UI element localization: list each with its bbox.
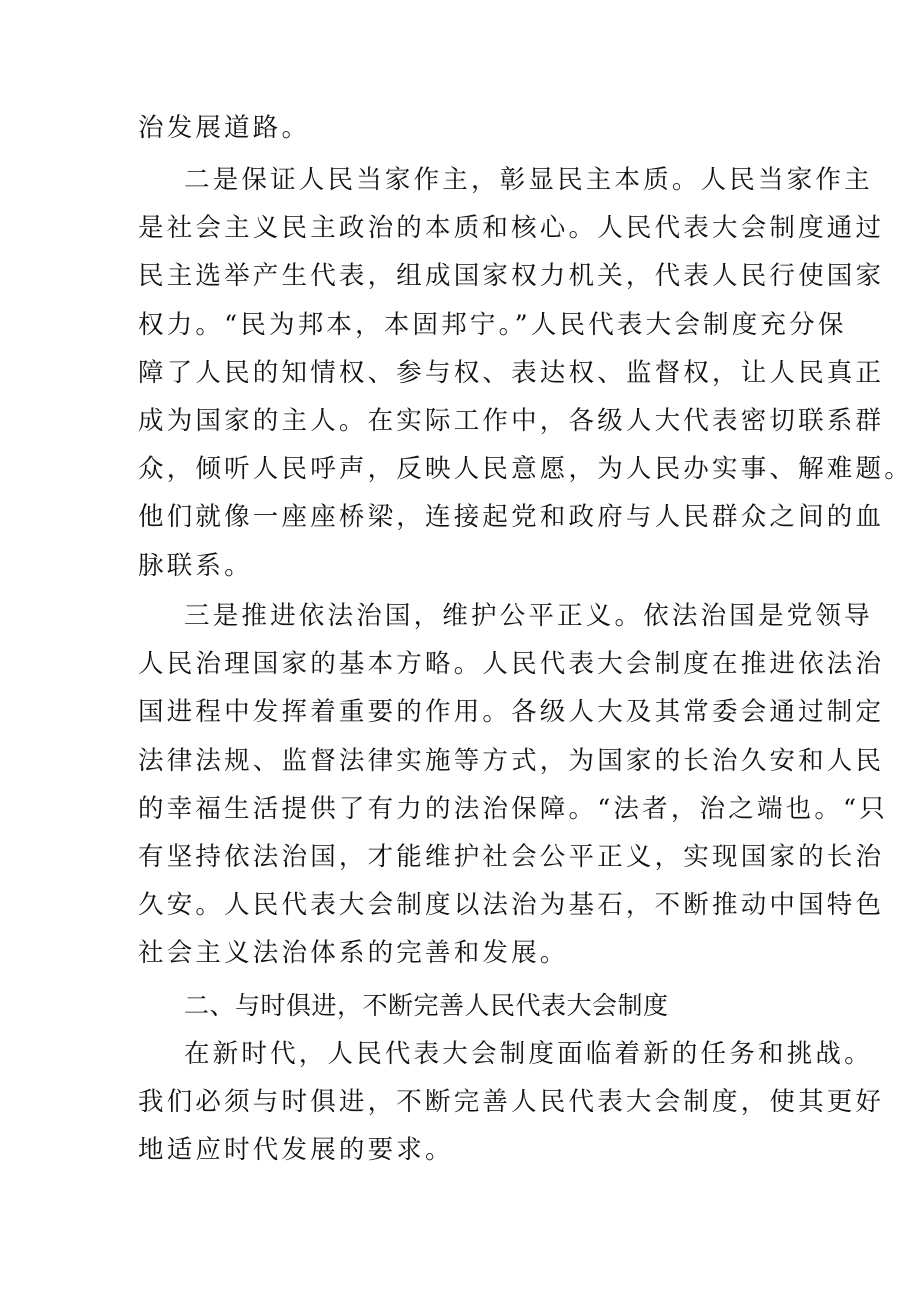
text-line: 他们就像一座座桥梁，连接起党和政府与人民群众之间的血 (138, 502, 885, 533)
text-line: 有坚持依法治国，才能维护社会公平正义，实现国家的长治 (138, 841, 885, 872)
text-line: 是社会主义民主政治的本质和核心。人民代表大会制度通过 (138, 213, 885, 244)
text-line: 人民治理国家的基本方略。人民代表大会制度在推进依法治 (138, 649, 885, 680)
text-line: 成为国家的主人。在实际工作中，各级人大代表密切联系群 (138, 405, 885, 436)
text-line: 权力。“民为邦本，本固邦宁。”人民代表大会制度充分保 (138, 309, 847, 340)
text-line: 我们必须与时俱进，不断完善人民代表大会制度，使其更好 (138, 1087, 885, 1118)
text-line: 二是保证人民当家作主，彰显民主本质。人民当家作主 (184, 165, 873, 195)
text-line: 社会主义法治体系的完善和发展。 (138, 938, 569, 969)
text-line: 久安。人民代表大会制度以法治为基石，不断推动中国特色 (138, 890, 885, 921)
text-line: 在新时代，人民代表大会制度面临着新的任务和挑战。 (184, 1039, 873, 1069)
paragraph-rule-of-law (138, 592, 888, 978)
paragraph-new-era (138, 1030, 885, 1175)
paragraph-people-masters (138, 156, 913, 590)
text-line: 脉联系。 (138, 550, 253, 581)
text-line: 国进程中发挥着重要的作用。各级人大及其常委会通过制定 (138, 697, 885, 728)
text-line: 地适应时代发展的要求。 (138, 1135, 454, 1166)
text-line: 障了人民的知情权、参与权、表达权、监督权，让人民真正 (138, 357, 885, 388)
text-line: 众，倾听人民呼声，反映人民意愿，为人民办实事、解难题。 (138, 454, 913, 485)
text-line: 的幸福生活提供了有力的法治保障。“法者，治之端也。“只 (138, 793, 888, 824)
text-line: 治发展道路。 (138, 113, 311, 143)
text-line: 法律法规、监督法律实施等方式，为国家的长治久安和人民 (138, 745, 885, 776)
text-line: 三是推进依法治国，维护公平正义。依法治国是党领导 (184, 601, 873, 631)
section-heading: 二、与时俱进，不断完善人民代表大会制度 (184, 991, 669, 1020)
paragraph-continuation (138, 104, 788, 152)
text-line: 民主选举产生代表，组成国家权力机关，代表人民行使国家 (138, 261, 885, 292)
